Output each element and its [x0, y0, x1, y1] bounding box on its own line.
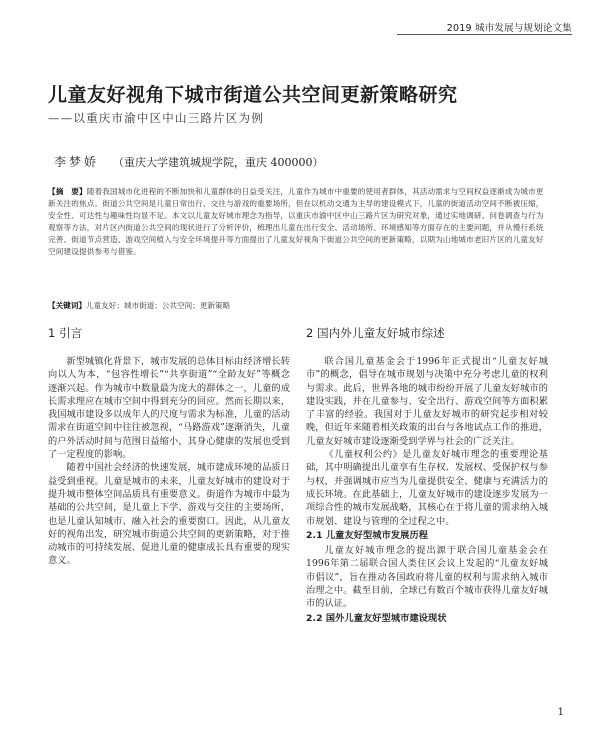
subsection-2-2-heading: 2.2 国外儿童友好型城市建设现状 — [306, 612, 447, 624]
section-1-paragraph-2: 随着中国社会经济的快速发展，城市建成环境的品质日益受到重视。儿童是城市的未来，儿童友好城市的建设对于提升城市整体空间品质具有重要意义。街道作为城市中最为基础的公共空间，是儿童上下学、游戏与交往的主要场所，也是儿童认知城市、融入社会的重要窗口。因此，从儿童友好的视角出发，研究城市街道公共空间的更新策略，对于推动城市的可持续发展、促进儿童的健康成长具有重要的现实意义。 — [48, 462, 290, 567]
keywords — [48, 300, 548, 311]
paper-title: 儿童友好视角下城市街道公共空间更新策略研究 — [48, 84, 458, 106]
right-column — [306, 327, 548, 627]
section-2-1-paragraph: 儿童友好城市理念的提出源于联合国儿童基金会在1996年第二届联合国人类住区会议上发起的“儿童友好城市倡议”，旨在推动各国政府将儿童的权利与需求纳入城市治理之中。截至目前，全球已有数百个城市获得儿童友好城市的认证。 — [306, 545, 548, 610]
paper-subtitle: ——以重庆市渝中区中山三路片区为例 — [48, 111, 264, 125]
section-2-paragraph-1: 联合国儿童基金会于1996年正式提出“儿童友好城市”的概念，倡导在城市规划与决策中充分考虑儿童的权利与需求。此后，世界各地的城市纷纷开展了儿童友好城市的建设实践，并在儿童参与、安全出行、游戏空间等方面积累了丰富的经验。我国对于儿童友好城市的研究起步相对较晚，但近年来随着相关政策的出台与各地试点工作的推进，儿童友好城市建设逐渐受到学界与社会的广泛关注。 — [306, 356, 548, 447]
subsection-2-1-heading: 2.1 儿童友好型城市发展历程 — [306, 529, 429, 541]
keywords-text: 儿童友好；城市街道；公共空间；更新策略 — [85, 301, 231, 310]
abstract — [48, 186, 548, 257]
section-1-paragraph-1: 新型城镇化背景下，城市发展的总体目标由经济增长转向以人为本，“包容性增长”“共享街道”“全龄友好”等概念逐渐兴起。作为城市中数量最为庞大的群体之一，儿童的成长需求理应在城市空间中得到充分的回应。然而长期以来，我国城市建设多以成年人的尺度与需求为标准，儿童的活动需求在街道空间中往往被忽视，“马路游戏”逐渐消失，儿童的户外活动时间与范围日益缩小，其身心健康的发展也受到了一定程度的影响。 — [48, 356, 290, 461]
section-1-heading: 1 引言 — [48, 326, 83, 340]
section-2-heading: 2 国内外儿童友好城市综述 — [306, 326, 445, 340]
running-header: 2019 城市发展与规划论文集 — [397, 20, 572, 35]
abstract-text: 随着我国城市化进程的不断加快和儿童群体的日益受关注，儿童作为城市中重要的使用者群体，其活动需求与空间权益逐渐成为城市更新关注的焦点。街道公共空间是儿童日常出行、交往与游戏的重要场所，但在以机动交通为主导的建设模式下，儿童的街道活动空间不断被压缩，安全性、可达性与趣味性均显不足。本文以儿童友好城市理念为指导，以重庆市渝中区中山三路片区为研究对象，通过实地调研、问卷调查与行为观察等方法，对片区内街道公共空间的现状进行了分析评价，梳理出儿童在出行安全、活动场所、环境感知等方面存在的主要问题，并从慢行系统完善、街道节点营造、游戏空间植入与安全环境提升等方面提出了儿童友好视角下街道公共空间的更新策略，以期为山地城市老旧片区的儿童友好空间建设提供参考与借鉴。 — [48, 187, 544, 256]
section-2-paragraph-2: 《儿童权利公约》是儿童友好城市理念的重要理论基础，其中明确提出儿童享有生存权、发展权、受保护权与参与权，并强调城市应当为儿童提供安全、健康与充满活力的成长环境。在此基础上，儿童友好城市的建设逐步发展为一项综合性的城市发展战略，其核心在于将儿童的需求纳入城市规划、建设与管理的全过程之中。 — [306, 449, 548, 527]
keywords-label: 【关键词】 — [48, 301, 86, 310]
author-affiliation: （重庆大学建筑城规学院，重庆 400000） — [113, 156, 324, 169]
author-line — [54, 153, 324, 170]
abstract-label: 【摘 要】 — [48, 187, 87, 196]
left-column — [48, 327, 290, 568]
page-number: 1 — [557, 707, 564, 718]
author-name: 李梦娇 — [54, 155, 100, 169]
